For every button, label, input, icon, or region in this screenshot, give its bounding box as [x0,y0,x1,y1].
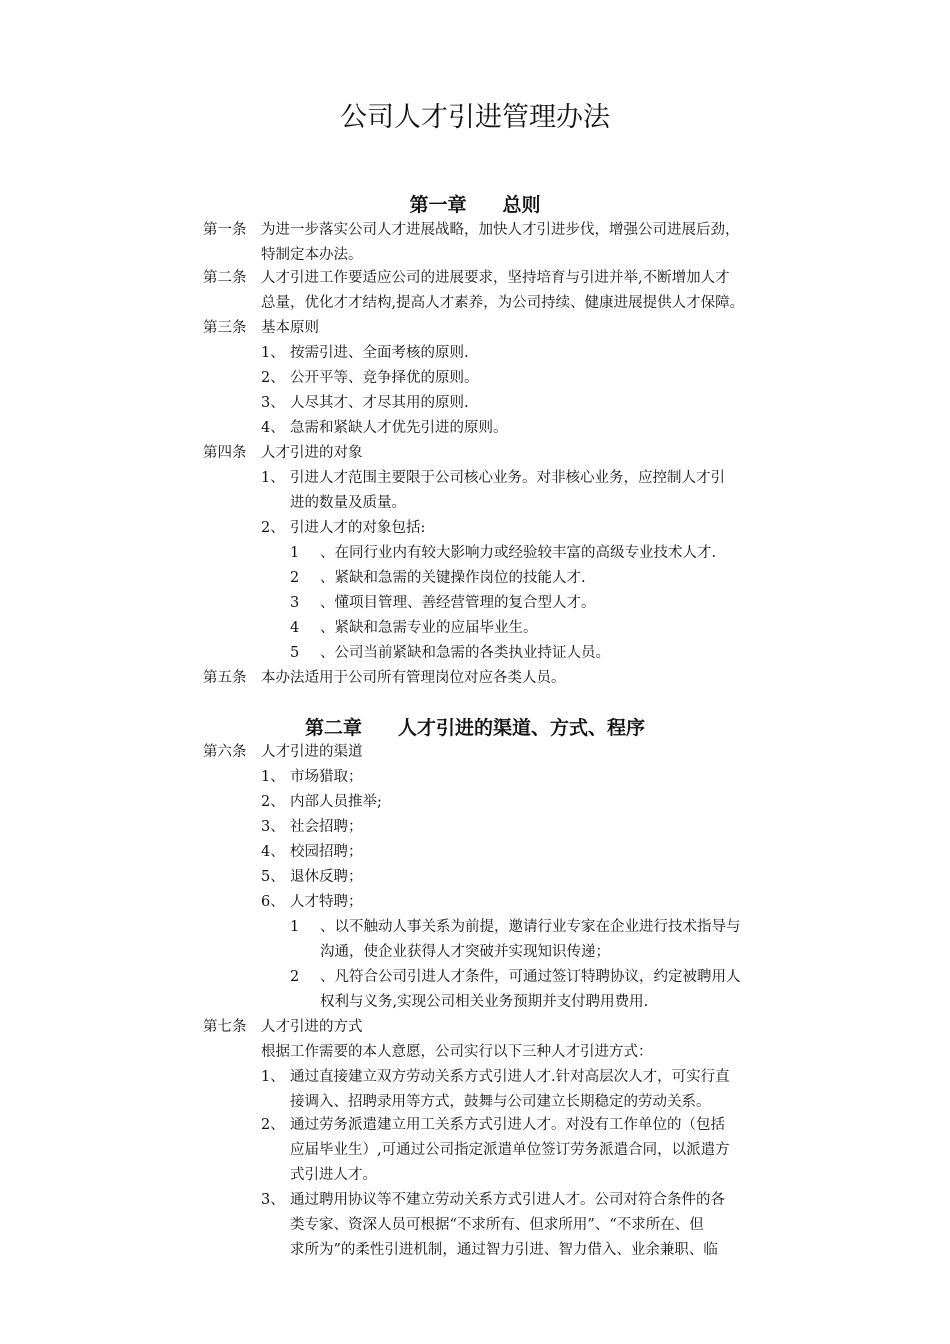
list-item-text: 求所为”的柔性引进机制，通过智力引进、智力借入、业余兼职、临 [290,1242,718,1258]
list-item-number: 3、 [261,395,285,411]
list-item-text: 公开平等、竞争择优的原则。 [290,370,479,386]
article-heading: 人才引进的对象 [261,445,363,461]
article-label: 第六条 [203,744,247,760]
list-item-text: 退休反聘； [290,869,363,885]
list-item-number: 6、 [261,894,285,910]
article-heading: 人才引进的渠道 [261,744,363,760]
sub-item-number: 2 [290,969,300,985]
chapter-1-heading [0,191,950,219]
list-item-text: 社会招聘； [290,819,363,835]
list-item-text: 通过聘用协议等不建立劳动关系方式引进人才。公司对符合条件的各 [290,1192,725,1208]
sub-item-text: 、凡符合公司引进人才条件，可通过签订特聘协议，约定被聘用人 [320,969,741,985]
list-item-number: 4、 [261,844,285,860]
list-item-text: 校园招聘； [290,844,363,860]
chapter-name: 总则 [502,194,541,216]
list-item-text: 应届毕业生）,可通过公司指定派遣单位签订劳务派遣合同，以派遣方 [290,1142,730,1158]
chapter-name: 人才引进的渠道、方式、程序 [398,717,646,739]
article-text-line: 根据工作需要的本人意愿，公司实行以下三种人才引进方式： [261,1044,653,1060]
list-item-text: 市场猎取； [290,769,363,785]
sub-item-number: 2 [290,570,300,586]
article-text-line: 本办法适用于公司所有管理岗位对应各类人员。 [261,670,566,686]
list-item-text: 通过直接建立双方劳动关系方式引进人才.针对高层次人才，可实行直 [290,1069,730,1085]
chapter-number: 第二章 [304,717,362,739]
list-item-text: 通过劳务派遣建立用工关系方式引进人才。对没有工作单位的（包括 [290,1117,725,1133]
article-label: 第四条 [203,445,247,461]
list-item-number: 3、 [261,1192,285,1208]
sub-item-number: 4 [290,620,300,636]
list-item-number: 1、 [261,1069,285,1085]
article-text-line: 特制定本办法。 [261,247,363,263]
sub-item-number: 3 [290,595,300,611]
article-label: 第七条 [203,1019,247,1035]
list-item-number: 3、 [261,819,285,835]
sub-item-text: 、紧缺和急需专业的应届毕业生。 [320,620,538,636]
sub-item-text: 权利与义务,实现公司相关业务预期并支付聘用费用. [320,994,649,1010]
list-item-number: 2、 [261,520,285,536]
chapter-number: 第一章 [409,194,467,216]
list-item-text: 接调入、招聘录用等方式，鼓舞与公司建立长期稳定的劳动关系。 [290,1094,711,1110]
list-item-number: 5、 [261,869,285,885]
document-title: 公司人才引进管理办法 [340,102,610,133]
sub-item-number: 1 [290,919,300,935]
sub-item-number: 1 [290,545,300,561]
sub-item-text: 、在同行业内有较大影响力或经验较丰富的高级专业技术人才. [320,545,717,561]
list-item-number: 1、 [261,769,285,785]
list-item-number: 4、 [261,420,285,436]
list-item-text: 引进人才的对象包括: [290,520,426,536]
list-item-text: 进的数量及质量。 [290,495,406,511]
article-text-line: 总量，优化才才结构,提高人才素养，为公司持续、健康进展提供人才保障。 [261,295,745,311]
sub-item-text: 、懂项目管理、善经营管理的复合型人才。 [320,595,596,611]
article-label: 第五条 [203,670,247,686]
sub-item-number: 5 [290,645,300,661]
list-item-text: 内部人员推举; [290,794,382,810]
list-item-number: 2、 [261,794,285,810]
list-item-text: 类专家、资深人员可根据“不求所有、但求所用”、“不求所在、但 [290,1217,704,1233]
list-item-text: 式引进人才。 [290,1167,377,1183]
article-heading: 人才引进的方式 [261,1019,363,1035]
article-label: 第三条 [203,320,247,336]
list-item-text: 急需和紧缺人才优先引进的原则。 [290,420,508,436]
sub-item-text: 、紧缺和急需的关键操作岗位的技能人才. [320,570,586,586]
list-item-text: 人才特聘； [290,894,363,910]
chapter-2-heading [0,714,950,742]
sub-item-text: 沟通，使企业获得人才突破并实现知识传递； [320,944,610,960]
list-item-text: 按需引进、全面考核的原则. [290,345,469,361]
article-heading: 基本原则 [261,320,319,336]
list-item-number: 2、 [261,370,285,386]
list-item-number: 2、 [261,1117,285,1133]
list-item-text: 引进人才范围主要限于公司核心业务。对非核心业务，应控制人才引 [290,470,725,486]
sub-item-text: 、公司当前紧缺和急需的各类执业持证人员。 [320,645,610,661]
list-item-number: 1、 [261,470,285,486]
article-label: 第一条 [203,222,247,238]
list-item-text: 人尽其才、才尽其用的原则. [290,395,469,411]
list-item-number: 1、 [261,345,285,361]
article-text-line: 人才引进工作要适应公司的进展要求，坚持培育与引进并举,不断增加人才 [261,270,730,286]
article-label: 第二条 [203,270,247,286]
sub-item-text: 、以不触动人事关系为前提，邀请行业专家在企业进行技术指导与 [320,919,741,935]
article-text-line: 为进一步落实公司人才进展战略，加快人才引进步伐，增强公司进展后劲， [261,222,740,238]
